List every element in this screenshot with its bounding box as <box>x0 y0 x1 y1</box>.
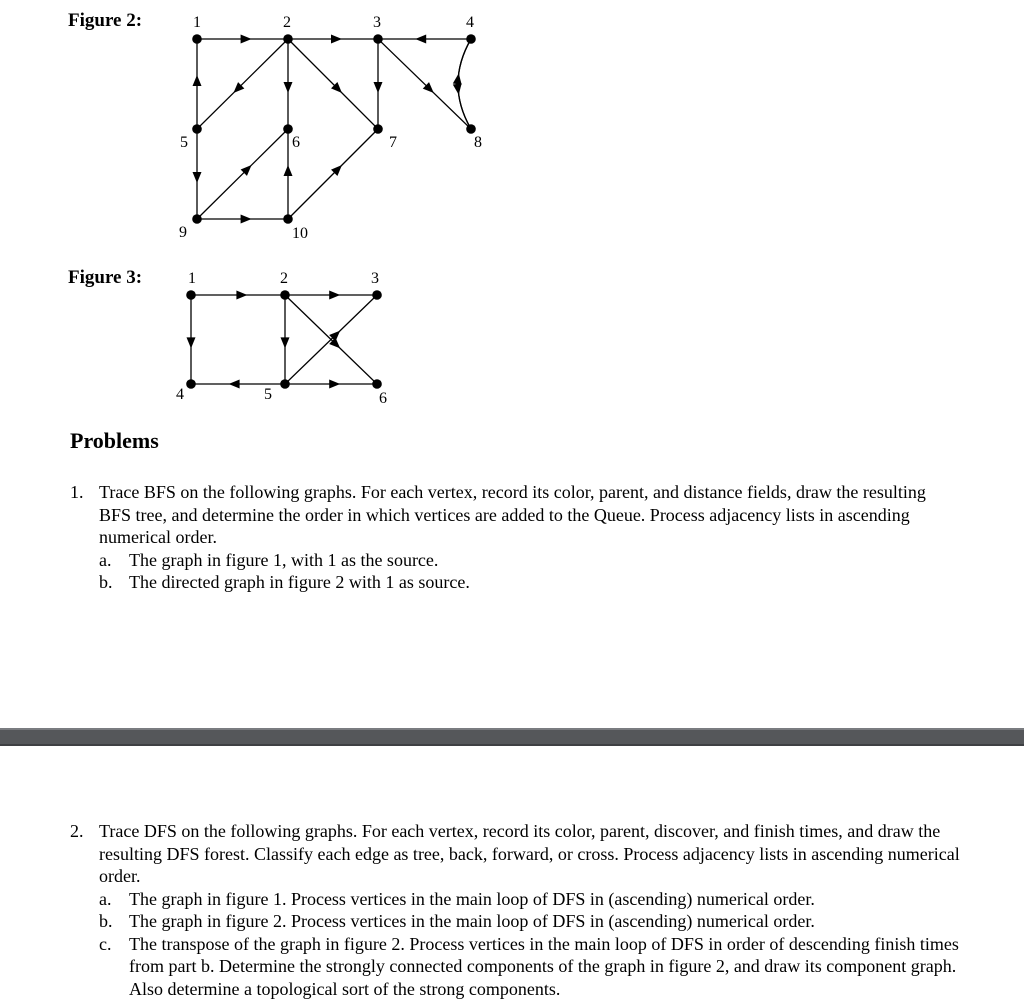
fig2-node-7 <box>373 124 383 134</box>
fig3-arrow-5-6 <box>329 380 340 389</box>
problem-2c-text: The transpose of the graph in figure 2. Process vertices in the main loop of DFS in order of descending finish times from part b. Determine the strongly connected components of the graph in figure 2, and draw its component graph. Also determine a topological sort of the strong components. <box>129 933 959 999</box>
fig2-arrow-5-1 <box>193 75 202 86</box>
problem-1a-letter: a. <box>99 549 112 570</box>
fig2-node-label-10: 10 <box>292 225 308 242</box>
fig2-node-label-7: 7 <box>389 134 397 151</box>
fig3-node-1 <box>186 290 196 300</box>
problem-2a-letter: a. <box>99 888 112 909</box>
problem-1b-text: The directed graph in figure 2 with 1 as source. <box>129 572 470 592</box>
problem-1a-text: The graph in figure 1, with 1 as the source. <box>129 549 439 570</box>
fig3-node-label-4: 4 <box>176 386 184 403</box>
fig3-node-label-3: 3 <box>371 270 379 287</box>
problem-2a <box>99 888 962 911</box>
fig3-node-label-5: 5 <box>264 386 272 403</box>
fig3-arrow-1-4 <box>187 337 196 348</box>
figure-2-graph <box>179 14 482 242</box>
fig2-arrow-5-9 <box>193 172 202 183</box>
fig2-arrow-2-3 <box>331 35 342 44</box>
fig3-node-4 <box>186 379 196 389</box>
page-divider <box>0 728 1024 746</box>
fig2-node-2 <box>283 34 293 44</box>
fig2-arrow-1-2 <box>241 35 252 44</box>
fig3-node-2 <box>280 290 290 300</box>
fig2-edge-10-7 <box>288 129 378 219</box>
problem-2c <box>99 933 962 1001</box>
fig2-arrow-2-6 <box>284 82 293 93</box>
problem-2b-text: The graph in figure 2. Process vertices in the main loop of DFS in (ascending) numerical order. <box>129 911 815 931</box>
fig3-arrow-2-3 <box>329 291 340 300</box>
fig2-node-label-3: 3 <box>373 14 381 31</box>
problem-2b <box>99 910 962 933</box>
problem-2b-letter: b. <box>99 911 113 931</box>
fig3-node-5 <box>280 379 290 389</box>
problem-2a-text: The graph in figure 1. Process vertices in the main loop of DFS in (ascending) numerical order. <box>129 888 815 909</box>
fig2-node-1 <box>192 34 202 44</box>
problem-1-text: Trace BFS on the following graphs. For each vertex, record its color, parent, and distance fields, draw the resulting BFS tree, and determine the order in which vertices are added to the Queue. Process adjacency lists in ascending numerical order. <box>99 482 926 547</box>
fig2-node-label-4: 4 <box>466 14 474 31</box>
fig2-node-9 <box>192 214 202 224</box>
fig2-node-label-8: 8 <box>474 134 482 151</box>
fig3-node-label-6: 6 <box>379 390 387 407</box>
fig3-arrow-1-2 <box>236 291 247 300</box>
fig2-edge-9-6 <box>197 129 288 219</box>
fig2-arrow-8-4 <box>453 73 462 85</box>
fig2-node-label-2: 2 <box>283 14 291 31</box>
problem-1 <box>70 481 962 594</box>
fig2-arrow-4-8 <box>453 83 462 95</box>
fig2-arrow-10-6 <box>284 165 293 176</box>
fig2-node-3 <box>373 34 383 44</box>
fig2-edge-2-7 <box>288 39 378 129</box>
problem-1-number: 1. <box>70 482 84 502</box>
problem-2-text: Trace DFS on the following graphs. For each vertex, record its color, parent, discover, and finish times, and draw the resulting DFS forest. Classify each edge as tree, back, forward, or cross. Process adjacency lists in ascending numerical order. <box>99 821 960 886</box>
fig3-node-6 <box>372 379 382 389</box>
fig2-node-5 <box>192 124 202 134</box>
fig3-node-label-1: 1 <box>188 270 196 287</box>
fig2-node-10 <box>283 214 293 224</box>
fig2-arrow-3-7 <box>374 82 383 93</box>
problem-1b-letter: b. <box>99 572 113 592</box>
fig3-arrow-5-4 <box>229 380 240 389</box>
fig2-node-6 <box>283 124 293 134</box>
fig2-node-label-9: 9 <box>179 224 187 241</box>
problem-2c-letter: c. <box>99 933 112 954</box>
problem-2 <box>70 820 962 1000</box>
problem-1a <box>99 549 962 572</box>
fig2-node-label-6: 6 <box>292 134 300 151</box>
fig2-node-4 <box>466 34 476 44</box>
fig2-arrow-9-10 <box>241 215 252 224</box>
figure-3-label: Figure 3: <box>68 267 143 288</box>
fig2-arrow-4-3 <box>415 35 426 44</box>
figure-3-graph <box>176 270 387 407</box>
fig3-node-3 <box>372 290 382 300</box>
fig3-arrow-2-5 <box>281 337 290 348</box>
fig2-node-8 <box>466 124 476 134</box>
figure-2-label: Figure 2: <box>68 10 143 31</box>
figures-canvas <box>0 0 1024 430</box>
problems-heading: Problems <box>70 428 159 453</box>
fig3-node-label-2: 2 <box>280 270 288 287</box>
problem-1b <box>99 571 962 594</box>
problem-2-number: 2. <box>70 821 84 841</box>
fig2-node-label-5: 5 <box>180 134 188 151</box>
fig2-node-label-1: 1 <box>193 14 201 31</box>
fig2-edge-2-5 <box>197 39 288 129</box>
